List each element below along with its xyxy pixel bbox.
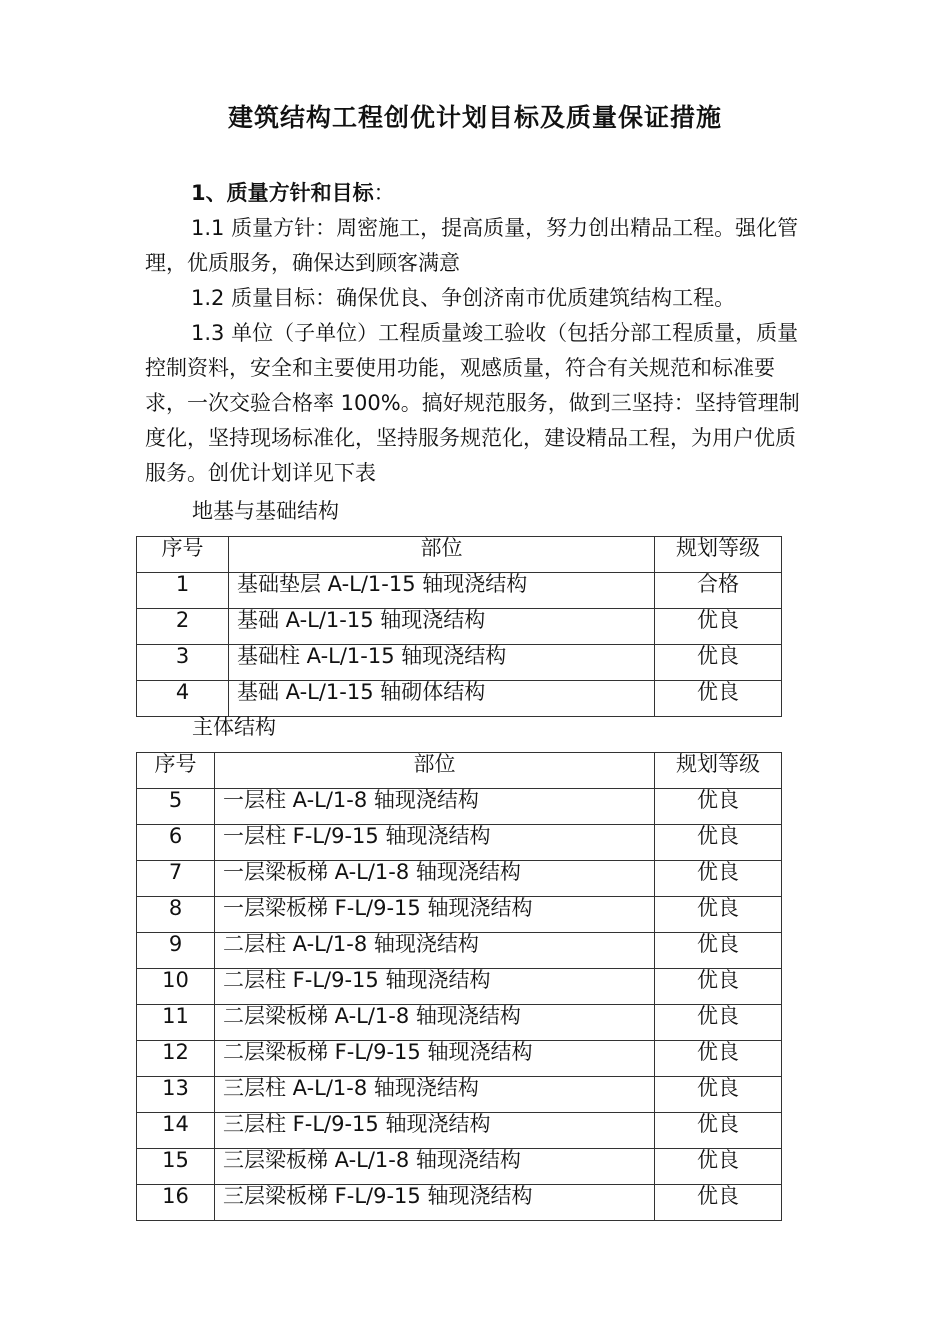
row-index: 4	[137, 681, 229, 717]
row-location: 二层柱 A-L/1-8 轴现浇结构	[215, 933, 655, 969]
paragraph-quality-goal: 1.2 质量目标：确保优良、争创济南市优质建筑结构工程。	[191, 286, 736, 310]
section-heading-text: 1、质量方针和目标	[191, 181, 374, 205]
row-location: 三层柱 F-L/9-15 轴现浇结构	[215, 1113, 655, 1149]
row-grade: 优良	[655, 825, 782, 861]
row-index: 7	[137, 861, 215, 897]
row-index: 12	[137, 1041, 215, 1077]
row-location: 基础 A-L/1-15 轴砌体结构	[229, 681, 655, 717]
row-index: 13	[137, 1077, 215, 1113]
table-row	[137, 1149, 782, 1185]
row-grade: 优良	[655, 609, 782, 645]
row-location: 基础柱 A-L/1-15 轴现浇结构	[229, 645, 655, 681]
main-structure-table	[136, 752, 782, 1221]
table-row	[137, 861, 782, 897]
table-row	[137, 897, 782, 933]
table-row	[137, 1041, 782, 1077]
table-header-row	[137, 753, 782, 789]
row-grade: 优良	[655, 1005, 782, 1041]
row-location: 二层梁板梯 F-L/9-15 轴现浇结构	[215, 1041, 655, 1077]
row-location: 二层柱 F-L/9-15 轴现浇结构	[215, 969, 655, 1005]
row-grade: 优良	[655, 933, 782, 969]
row-grade: 优良	[655, 969, 782, 1005]
row-grade: 优良	[655, 1113, 782, 1149]
section-heading-colon: ：	[373, 181, 395, 205]
row-location: 三层梁板梯 A-L/1-8 轴现浇结构	[215, 1149, 655, 1185]
row-index: 16	[137, 1185, 215, 1221]
section-heading	[145, 176, 813, 211]
row-location: 一层梁板梯 A-L/1-8 轴现浇结构	[215, 861, 655, 897]
table-row	[137, 1005, 782, 1041]
table-header-row	[137, 537, 782, 573]
table2-caption: 主体结构	[192, 715, 276, 739]
header-grade: 规划等级	[655, 753, 782, 789]
row-location: 三层梁板梯 F-L/9-15 轴现浇结构	[215, 1185, 655, 1221]
row-grade: 优良	[655, 1149, 782, 1185]
row-grade: 优良	[655, 1041, 782, 1077]
row-grade: 合格	[655, 573, 782, 609]
header-location: 部位	[229, 537, 655, 573]
table-row	[137, 1185, 782, 1221]
table1-caption: 地基与基础结构	[192, 499, 339, 523]
row-grade: 优良	[655, 645, 782, 681]
row-index: 9	[137, 933, 215, 969]
paragraph-quality-policy: 1.1 质量方针：周密施工，提高质量，努力创出精品工程。强化管理，优质服务，确保达到顾客满意	[145, 216, 799, 275]
row-grade: 优良	[655, 1077, 782, 1113]
row-index: 11	[137, 1005, 215, 1041]
row-grade: 优良	[655, 897, 782, 933]
row-index: 10	[137, 969, 215, 1005]
table-row	[137, 609, 782, 645]
table-row	[137, 933, 782, 969]
row-grade: 优良	[655, 681, 782, 717]
row-grade: 优良	[655, 1185, 782, 1221]
row-grade: 优良	[655, 789, 782, 825]
row-location: 一层梁板梯 F-L/9-15 轴现浇结构	[215, 897, 655, 933]
header-index: 序号	[137, 753, 215, 789]
table-row	[137, 645, 782, 681]
row-location: 基础垫层 A-L/1-15 轴现浇结构	[229, 573, 655, 609]
row-location: 一层柱 F-L/9-15 轴现浇结构	[215, 825, 655, 861]
row-location: 一层柱 A-L/1-8 轴现浇结构	[215, 789, 655, 825]
header-location: 部位	[215, 753, 655, 789]
table-row	[137, 969, 782, 1005]
document-title: 建筑结构工程创优计划目标及质量保证措施	[227, 103, 722, 132]
table-row	[137, 825, 782, 861]
foundation-table	[136, 536, 782, 717]
row-index: 3	[137, 645, 229, 681]
row-index: 14	[137, 1113, 215, 1149]
row-index: 2	[137, 609, 229, 645]
row-location: 三层柱 A-L/1-8 轴现浇结构	[215, 1077, 655, 1113]
row-grade: 优良	[655, 861, 782, 897]
header-grade: 规划等级	[655, 537, 782, 573]
row-location: 二层梁板梯 A-L/1-8 轴现浇结构	[215, 1005, 655, 1041]
table-row	[137, 789, 782, 825]
row-index: 5	[137, 789, 215, 825]
table-row	[137, 573, 782, 609]
row-index: 1	[137, 573, 229, 609]
header-index: 序号	[137, 537, 229, 573]
paragraph-acceptance: 1.3 单位（子单位）工程质量竣工验收（包括分部工程质量，质量控制资料，安全和主要使用功能，观感质量，符合有关规范和标准要求，一次交验合格率 100%。搞好规范服务，做到三坚持：坚持管理制度化，坚持现场标准化，坚持服务规范化，建设精品工程，为用户优质服务。创优计划详见下表	[145, 321, 800, 485]
row-index: 8	[137, 897, 215, 933]
table-row	[137, 1077, 782, 1113]
row-index: 6	[137, 825, 215, 861]
row-location: 基础 A-L/1-15 轴现浇结构	[229, 609, 655, 645]
body-text	[145, 176, 813, 491]
table-row	[137, 1113, 782, 1149]
row-index: 15	[137, 1149, 215, 1185]
